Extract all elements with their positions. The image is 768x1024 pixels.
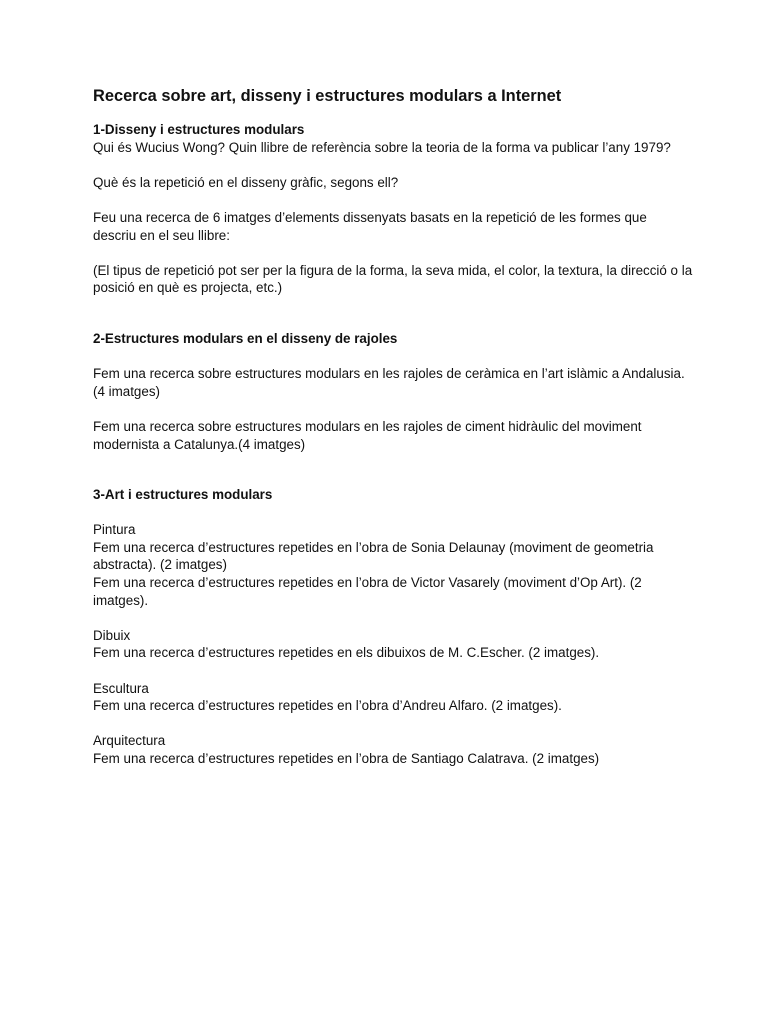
- section-2-paragraph-2: Fem una recerca sobre estructures modulars en les rajoles de ciment hidràulic del moviment modernista a Catalunya.(4 imatges): [93, 418, 642, 452]
- subsection-pintura-paragraph-2: Fem una recerca d’estructures repetides en l’obra de Victor Vasarely (moviment d’Op Art). (2 imatges).: [93, 575, 642, 608]
- section-1-heading: 1-Disseny i estructures modulars: [93, 122, 305, 137]
- subsection-arquitectura-paragraph: Fem una recerca d’estructures repetides en l’obra de Santiago Calatrava. (2 imatges): [93, 751, 600, 766]
- subsection-pintura-paragraph-1: Fem una recerca d’estructures repetides en l’obra de Sonia Delaunay (moviment de geometria abstracta). (2 imatges): [93, 539, 654, 573]
- section-2-heading: 2-Estructures modulars en el disseny de rajoles: [93, 330, 398, 346]
- document-content: [93, 86, 693, 768]
- section-1-question-1: Qui és Wucius Wong? Quin llibre de referència sobre la teoria de la forma va publicar l’any 1979?: [93, 139, 671, 155]
- subsection-escultura-label: Escultura: [93, 680, 149, 696]
- subsection-dibuix-label: Dibuix: [93, 627, 131, 643]
- subsection-escultura-paragraph: Fem una recerca d’estructures repetides en l’obra d’Andreu Alfaro. (2 imatges).: [93, 698, 562, 714]
- section-1-question-3: Feu una recerca de 6 imatges d’elements dissenyats basats en la repetició de les formes que descriu en el seu llibre:: [93, 209, 647, 243]
- document-title: Recerca sobre art, disseny i estructures modulars a Internet: [93, 87, 562, 105]
- section-2-paragraph-1: Fem una recerca sobre estructures modulars en les rajoles de ceràmica en l’art islàmic a Andalusia. (4 imatges): [93, 366, 685, 399]
- section-3-heading: 3-Art i estructures modulars: [93, 487, 273, 503]
- section-1-note: (El tipus de repetició pot ser per la figura de la forma, la seva mida, el color, la textura, la direcció o la posició en què es projecta, etc.): [93, 262, 693, 296]
- subsection-dibuix-paragraph: Fem una recerca d’estructures repetides en els dibuixos de M. C.Escher. (2 imatges).: [93, 645, 600, 661]
- subsection-arquitectura-label: Arquitectura: [93, 733, 166, 749]
- subsection-pintura-label: Pintura: [93, 522, 136, 538]
- section-1-question-2: Què és la repetició en el disseny gràfic, segons ell?: [93, 174, 399, 190]
